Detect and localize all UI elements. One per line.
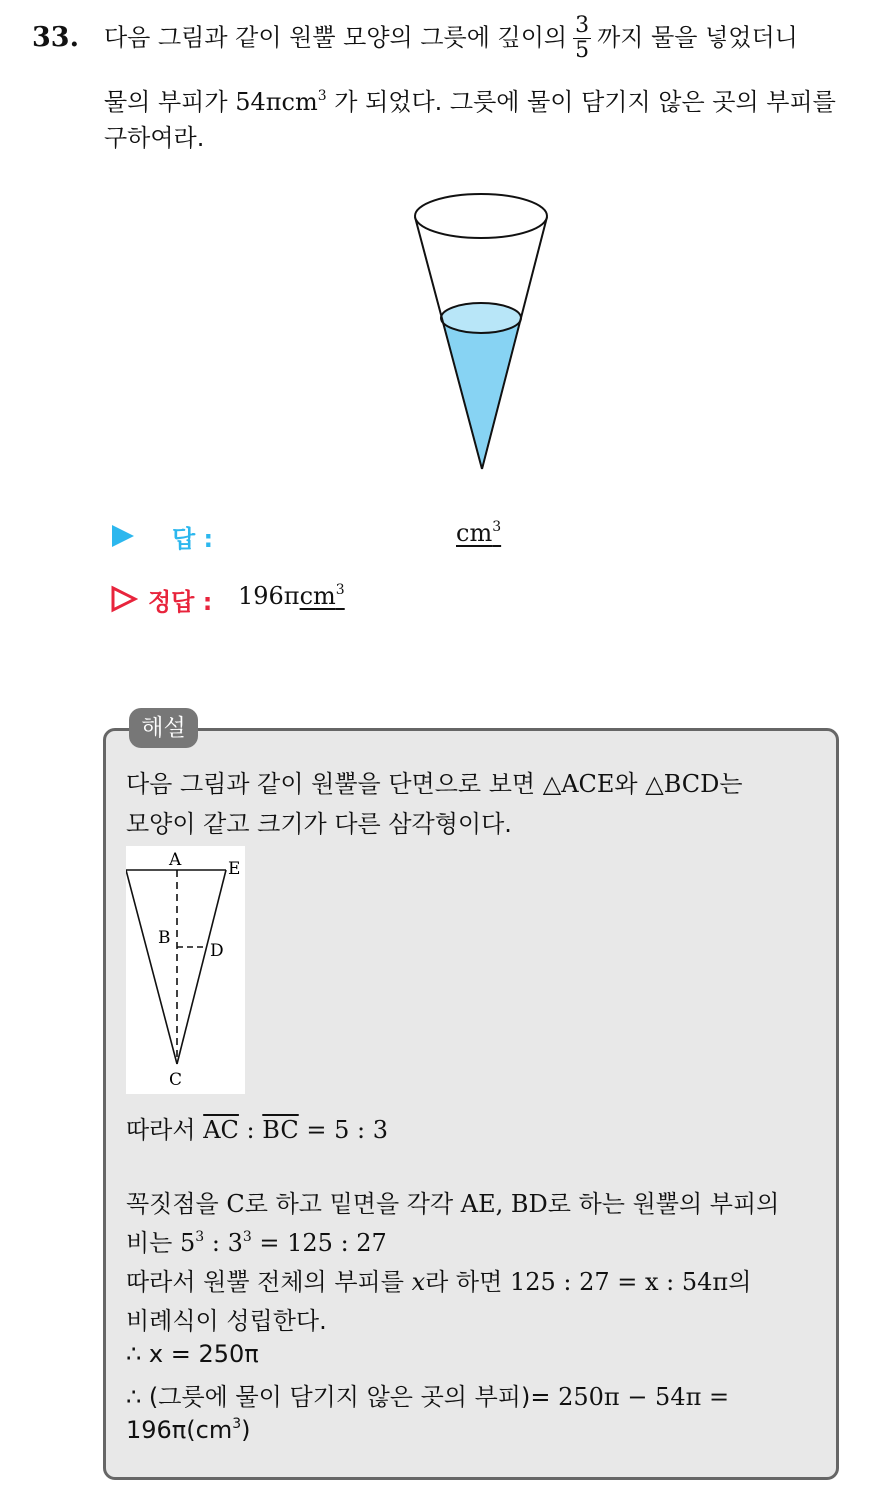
question-number: 33.	[32, 22, 79, 53]
solution-line-8: ∴ x = 250π	[126, 1340, 259, 1368]
label-e: E	[228, 859, 241, 879]
solution-line-2: 모양이 같고 크기가 다른 삼각형이다.	[126, 810, 512, 838]
question-line-3: 구하여라.	[104, 124, 205, 152]
solution-line-3: 따라서 $\overline{AC}$ : $\overline{BC} = 5$ : 3	[126, 1116, 388, 1144]
answer-play-icon	[110, 523, 136, 549]
solution-tab: 해설	[129, 708, 198, 748]
correct-play-icon	[110, 585, 138, 613]
solution-line-6: 따라서 원뿔 전체의 부피를 x라 하면 125 : 27 = x : 54π의	[126, 1268, 752, 1296]
label-d: D	[210, 941, 224, 961]
label-b: B	[158, 928, 171, 948]
solution-line-4: 꼭짓점을 C로 하고 밑면을 각각 AE, BD로 하는 원뿔의 부피의	[126, 1190, 780, 1218]
correct-label: 정답 :	[148, 588, 213, 616]
solution-line-1: 다음 그림과 같이 원뿔을 단면으로 보면 △ACE와 △BCD는	[126, 770, 743, 798]
fraction-numerator: 3	[575, 13, 590, 38]
question-text: 까지 물을 넣었더니	[597, 23, 798, 52]
question-line-1	[104, 14, 798, 63]
correct-value: 196πcm$^3$	[238, 582, 345, 610]
cross-section-diagram	[126, 846, 245, 1094]
solution-line-5: 비는 $5^3$ : $3^3 = 125$ : 27	[126, 1229, 387, 1257]
water	[441, 318, 521, 469]
label-a: A	[169, 850, 182, 870]
solution-line-9: ∴ (그릇에 물이 담기지 않은 곳의 부피)= 250π − 54π =	[126, 1383, 730, 1411]
solution-line-10: $196\pi(cm^3)$	[126, 1416, 251, 1444]
cross-section-diagram-panel	[126, 846, 245, 1094]
question-text: 물의 부피가	[104, 88, 228, 116]
water-surface	[441, 303, 521, 333]
question-line-2	[104, 82, 836, 117]
cone-figure	[405, 185, 560, 480]
answer-label: 답 :	[172, 525, 214, 553]
volume-value: 54πcm$^3$	[235, 88, 327, 116]
label-c: C	[169, 1070, 183, 1090]
question-text: 다음 그림과 같이 원뿔 모양의 그릇에 깊이의	[104, 23, 568, 52]
answer-unit: $cm^3$	[456, 519, 502, 547]
question-text: 가 되었다. 그릇에 물이 담기지 않은 곳의 부피를	[334, 88, 836, 116]
solution-line-7: 비례식이 성립한다.	[126, 1307, 327, 1335]
cone-rim	[415, 194, 547, 238]
fraction-denominator: 5	[575, 38, 590, 63]
fraction	[573, 14, 591, 63]
